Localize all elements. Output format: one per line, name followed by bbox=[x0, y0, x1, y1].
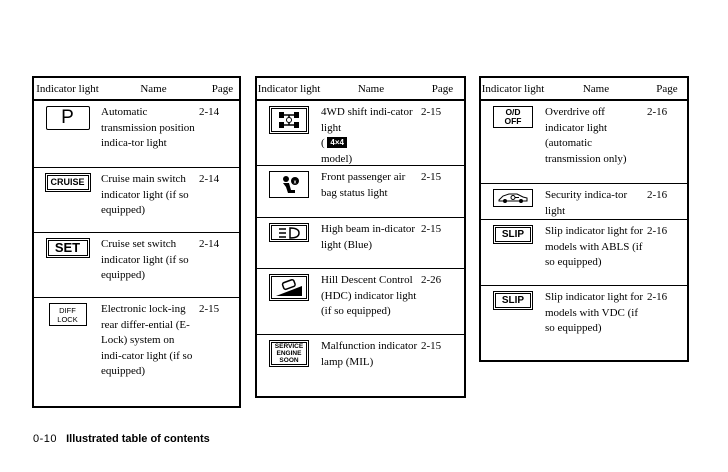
page-ref: 2-15 bbox=[421, 106, 442, 118]
security-car-icon bbox=[493, 189, 533, 207]
indicator-name: 4WD shift indi-cator light ( 4×4 model) bbox=[321, 106, 413, 165]
page-ref: 2-15 bbox=[421, 340, 442, 352]
page-ref: 2-16 bbox=[647, 225, 668, 237]
page-ref: 2-14 bbox=[199, 173, 220, 185]
table-header bbox=[257, 78, 464, 101]
indicator-name: Automatic transmission position indica-tor light bbox=[101, 106, 195, 150]
table-row bbox=[34, 233, 239, 298]
section-title: Illustrated table of contents bbox=[66, 433, 210, 445]
table-row bbox=[257, 335, 464, 397]
page-ref: 2-26 bbox=[421, 274, 442, 286]
indicator-name: Front passenger air bag status light bbox=[321, 171, 406, 199]
header-name: Name bbox=[582, 83, 610, 95]
indicator-table-2 bbox=[255, 76, 466, 398]
table-row bbox=[34, 168, 239, 233]
page-ref: 2-16 bbox=[647, 106, 668, 118]
slip-vdc-icon: SLIP bbox=[493, 291, 533, 310]
header-indicator-light: Indicator light bbox=[257, 83, 321, 95]
cruise-icon: CRUISE bbox=[45, 173, 91, 192]
indicator-name: High beam in-dicator light (Blue) bbox=[321, 223, 416, 251]
header-indicator-light: Indicator light bbox=[481, 83, 545, 95]
header-page: Page bbox=[656, 83, 678, 95]
page-footer bbox=[33, 433, 210, 445]
svg-text:x: x bbox=[293, 179, 297, 185]
p-icon: P bbox=[46, 106, 90, 130]
diff-lock-icon: DIFF LOCK bbox=[49, 303, 87, 326]
od-off-icon: O/D OFF bbox=[493, 106, 533, 128]
indicator-name: Slip indicator light for models with ABLS (if so equipped) bbox=[545, 225, 644, 269]
indicator-name: Overdrive off indicator light (automatic transmission only) bbox=[545, 106, 627, 165]
high-beam-icon bbox=[269, 223, 309, 242]
table-row bbox=[481, 184, 687, 220]
indicator-name: Cruise set switch indicator light (if so equipped) bbox=[101, 238, 189, 282]
page-ref: 2-14 bbox=[199, 238, 220, 250]
indicator-table-1 bbox=[32, 76, 241, 408]
page-number: 0-10 bbox=[33, 433, 58, 445]
header-name: Name bbox=[357, 83, 385, 95]
indicator-name: Hill Descent Control (HDC) indicator light (if so equipped) bbox=[321, 274, 417, 318]
slip-abls-icon: SLIP bbox=[493, 225, 533, 244]
page-ref: 2-15 bbox=[421, 223, 442, 235]
header-page: Page bbox=[211, 83, 234, 95]
table-row bbox=[257, 218, 464, 269]
table-row bbox=[257, 166, 464, 218]
4wd-shift-icon bbox=[269, 106, 309, 134]
indicator-name: Security indica-tor light bbox=[545, 189, 628, 217]
indicator-name: Cruise main switch indicator light (if so equipped) bbox=[101, 173, 189, 217]
table-row bbox=[481, 220, 687, 286]
page-ref: 2-14 bbox=[199, 106, 220, 118]
hill-descent-icon bbox=[269, 274, 309, 301]
page-ref: 2-15 bbox=[199, 303, 220, 315]
table-row bbox=[257, 101, 464, 166]
table-row bbox=[34, 101, 239, 168]
table-header bbox=[34, 78, 239, 101]
indicator-name: Malfunction indicator lamp (MIL) bbox=[321, 340, 418, 368]
table-row bbox=[257, 269, 464, 335]
indicator-table-3 bbox=[479, 76, 689, 362]
4x4-badge-icon: 4×4 bbox=[327, 137, 347, 148]
table-row bbox=[481, 101, 687, 184]
page-ref: 2-15 bbox=[421, 171, 442, 183]
page-ref: 2-16 bbox=[647, 189, 668, 201]
service-engine-soon-icon: SERVICE ENGINE SOON bbox=[269, 340, 309, 367]
indicator-name: Slip indicator light for models with VDC (if so equipped) bbox=[545, 291, 644, 335]
header-page: Page bbox=[431, 83, 454, 95]
header-indicator-light: Indicator light bbox=[36, 83, 99, 95]
header-name: Name bbox=[140, 83, 167, 95]
indicator-name: Electronic lock-ing rear differ-ential (E-Lock) system on indi-cator light (if so equipped) bbox=[101, 303, 193, 378]
page-ref: 2-16 bbox=[647, 291, 668, 303]
table-row bbox=[481, 286, 687, 348]
passenger-airbag-icon bbox=[269, 171, 309, 198]
table-row bbox=[34, 298, 239, 398]
set-icon: SET bbox=[46, 238, 90, 258]
table-header bbox=[481, 78, 687, 101]
